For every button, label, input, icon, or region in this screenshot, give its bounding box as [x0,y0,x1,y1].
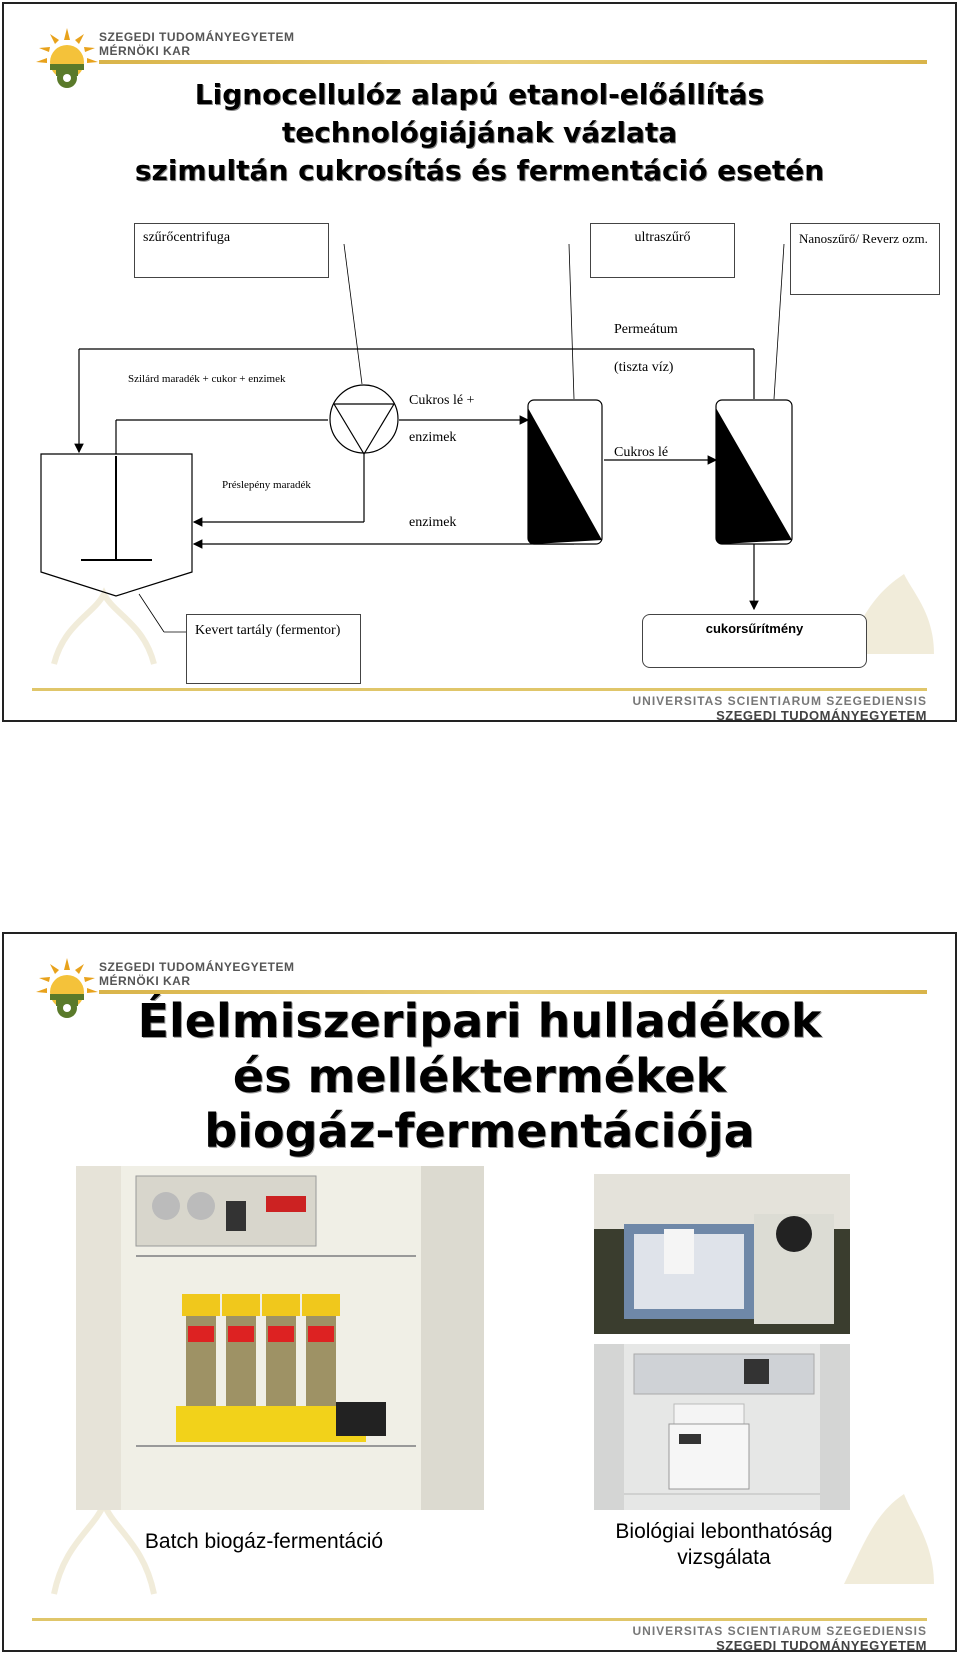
ultrafilter-label: ultraszűrő [634,230,691,245]
title-line-1: Élelmiszeripari hulladékok [137,994,822,1048]
institution-line-1: SZEGEDI TUDOMÁNYEGYETEM [99,960,295,974]
title-line-3: szimultán cukrosítás és fermentáció esetén [134,154,825,187]
sugar-concentrate-label: cukorsűrítmény [705,621,804,636]
permeate-label: Permeátum [614,322,678,337]
footer [633,1624,927,1652]
caption-biodegradability [574,1519,874,1571]
box-nanofilter [790,223,940,295]
solid-residue-label: Szilárd maradék + cukor + enzimek [128,373,286,385]
slide-title [44,994,915,1159]
footer-line-2: SZEGEDI TUDOMÁNYEGYETEM [716,708,927,722]
institution-line-2: MÉRNÖKI KAR [99,974,191,988]
filter-centrifuge-label: szűrőcentrifuga [143,230,231,245]
box-mixed-tank [186,614,361,684]
caption-batch-fermentation: Batch biogáz-fermentáció [144,1530,384,1553]
sugar-juice-enzymes-label-1: Cukros lé + [409,393,475,408]
institution-name [99,960,295,988]
slide-biogas [2,932,957,1652]
box-sugar-concentrate [642,614,867,668]
box-ultrafilter [590,223,735,278]
footer-line-1: UNIVERSITAS SCIENTIARUM SZEGEDIENSIS [632,694,927,708]
footer-rule [32,1618,927,1621]
footer [633,694,927,722]
slide-ethanol-process [2,2,957,722]
footer-line-1: UNIVERSITAS SCIENTIARUM SZEGEDIENSIS [632,1624,927,1638]
institution-line-2: MÉRNÖKI KAR [99,44,191,58]
title-line-1: Lignocellulóz alapú etanol-előállítás [194,78,765,111]
title-line-2: és melléktermékek [232,1049,727,1103]
sugar-juice-enzymes-label-2: enzimek [409,430,457,445]
clean-water-label: (tiszta víz) [614,360,674,375]
institution-line-1: SZEGEDI TUDOMÁNYEGYETEM [99,30,295,44]
incubator-fermentation-photo [76,1166,484,1510]
nanofilter-label: Nanoszűrő/ Reverz ozm. [799,231,928,246]
title-line-3: biogáz-fermentációja [204,1104,755,1158]
press-residue-label: Préslepény maradék [222,479,311,491]
enzymes-label: enzimek [409,515,457,530]
footer-line-2: SZEGEDI TUDOMÁNYEGYETEM [716,1638,927,1652]
centrifuge-symbol [330,385,398,453]
footer-rule [32,688,927,691]
fridge-device-photo [594,1344,850,1510]
sugar-juice-label: Cukros lé [614,445,669,460]
caption-biodegradability-line-2: vizsgálata [677,1546,771,1569]
lab-equipment-photo [594,1174,850,1334]
mixed-tank-label: Kevert tartály (fermentor) [195,623,341,638]
title-line-2: technológiájának vázlata [281,116,678,149]
box-filter-centrifuge [134,223,329,278]
caption-biodegradability-line-1: Biológiai lebonthatóság [615,1520,833,1543]
